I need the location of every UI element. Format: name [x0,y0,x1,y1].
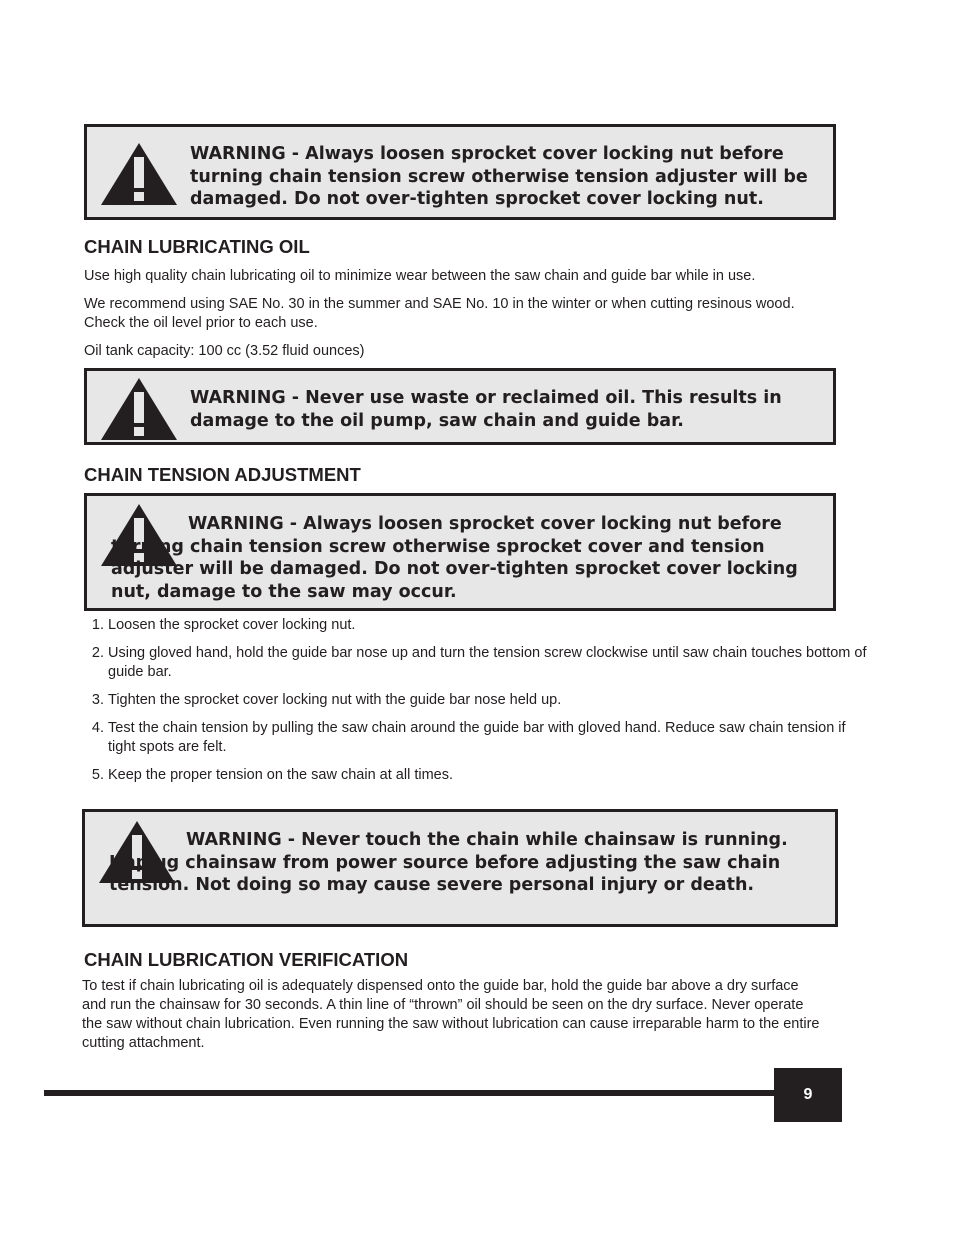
warning-box [84,493,836,611]
warning-text: WARNING - Always loosen sprocket cover locking nut before turning chain tension screw otherwise sprocket cover and tension adjuster will be damaged. Do not over-tighten sprocket cover locking nut, damage to the saw may occur. [111,514,798,602]
paragraph: Oil tank capacity: 100 cc (3.52 fluid ounces) [84,343,365,359]
warning-triangle-icon [99,376,179,442]
section-heading: CHAIN TENSION ADJUSTMENT [84,464,361,485]
list-item: 3. Tighten the sprocket cover locking nut with the guide bar nose held up. [108,691,868,710]
warning-box [84,124,836,220]
list-item: 2. Using gloved hand, hold the guide bar nose up and turn the tension screw clockwise until saw chain touches bottom of guide bar. [108,644,868,682]
warning-text: WARNING - Never touch the chain while chainsaw is running. Unplug chainsaw from power source before adjusting the saw chain tension. Not doing so may cause severe personal injury or death. [109,830,788,895]
warning-box [84,368,836,445]
warning-box [82,809,838,927]
section-heading: CHAIN LUBRICATING OIL [84,236,310,257]
paragraph: Use high quality chain lubricating oil to minimize wear between the saw chain and guide bar while in use. [84,268,756,284]
list-item: 5. Keep the proper tension on the saw chain at all times. [108,766,868,785]
paragraph: We recommend using SAE No. 30 in the summer and SAE No. 10 in the winter or when cutting resinous wood. Check the oil level prior to each use. [84,296,795,331]
warning-text: WARNING - Never use waste or reclaimed oil. This results in damage to the oil pump, saw chain and guide bar. [190,388,782,431]
tension-steps-list [84,616,868,794]
paragraph: To test if chain lubricating oil is adequately dispensed onto the guide bar, hold the guide bar above a dry surface and run the chainsaw for 30 seconds. A thin line of “thrown” oil should be seen on the dry surface. Never operate the saw without chain lubrication. Even running the saw without lubrication can cause irreparable harm to the entire cutting attachment. [82,978,820,1051]
page-number: 9 [774,1068,842,1122]
section-heading: CHAIN LUBRICATION VERIFICATION [84,949,409,970]
list-item: 1. Loosen the sprocket cover locking nut. [108,616,868,635]
list-item: 4. Test the chain tension by pulling the saw chain around the guide bar with gloved hand. Reduce saw chain tension if tight spots are felt. [108,719,868,757]
warning-text: WARNING - Always loosen sprocket cover locking nut before turning chain tension screw otherwise tension adjuster will be damaged. Do not over-tighten sprocket cover locking nut. [190,144,808,209]
footer-rule [44,1090,776,1096]
warning-triangle-icon [99,141,179,207]
